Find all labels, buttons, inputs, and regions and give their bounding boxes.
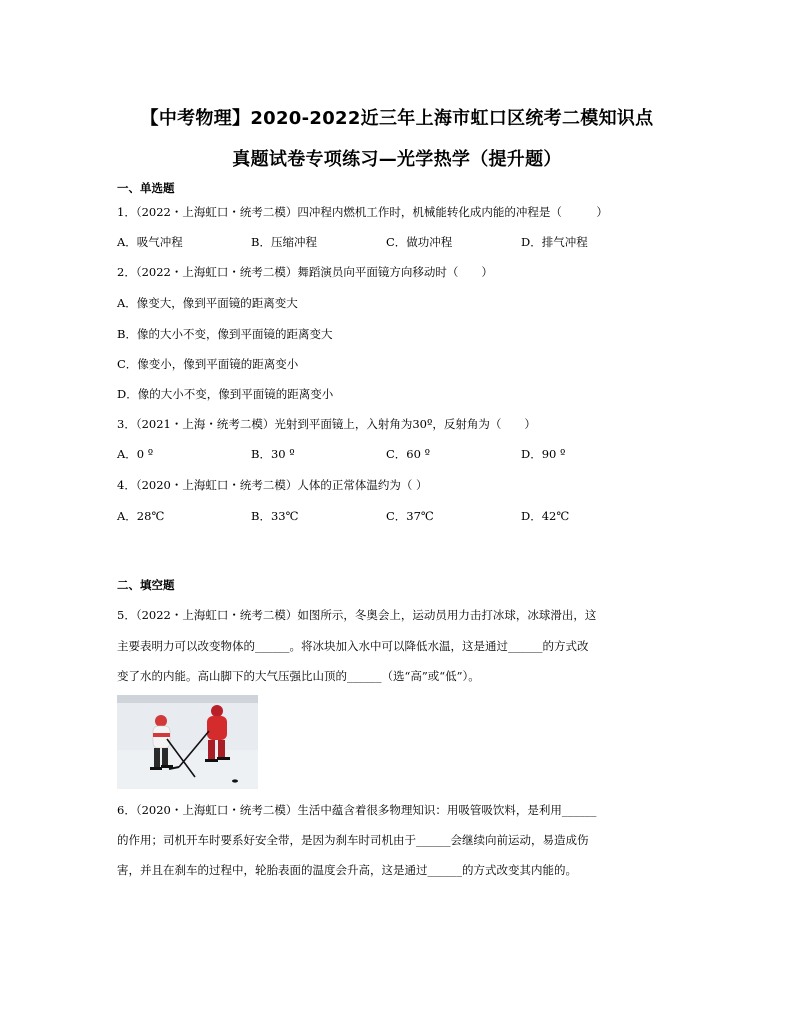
question-6-line2: 的作用；司机开车时要系好安全带，是因为刹车时司机由于______会继续向前运动，易造成伤 [117,833,589,847]
question-2-option-d: D．像的大小不变，像到平面镜的距离变小 [117,387,334,401]
question-1-option-d: D．排气冲程 [521,235,588,249]
question-5-line1: 5．（2022・上海虹口・统考二模）如图所示，冬奥会上，运动员用力击打冰球，冰球滑出，这 [117,608,597,622]
question-4-option-d: D．42℃ [521,509,570,523]
section-heading-single-choice: 一、单选题 [117,181,175,195]
ice-hockey-photo [117,695,258,789]
question-1-option-c: C．做功冲程 [386,235,453,249]
question-2-option-a: A．像变大，像到平面镜的距离变大 [117,296,298,310]
question-5-line2: 主要表明力可以改变物体的______。将冰块加入水中可以降低水温，这是通过______的方式改 [117,639,589,653]
question-5-line3: 变了水的内能。高山脚下的大气压强比山顶的______（选“高”或“低”）。 [117,669,480,683]
question-4-option-b: B．33℃ [251,509,299,523]
question-1-option-b: B．压缩冲程 [251,235,317,249]
document-title-line2: 真题试卷专项练习—光学热学（提升题） [232,149,562,170]
question-3-option-b: B．30 º [251,447,295,461]
question-3-option-d: D．90 º [521,447,566,461]
question-2-option-b: B．像的大小不变，像到平面镜的距离变大 [117,327,333,341]
section-heading-fill-blank: 二、填空题 [117,578,175,592]
question-2-stem: 2．（2022・上海虹口・统考二模）舞蹈演员向平面镜方向移动时（ ） [117,265,493,279]
question-3-option-c: C．60 º [386,447,430,461]
question-1-option-a: A．吸气冲程 [117,235,183,249]
question-6-line1: 6．（2020・上海虹口・统考二模）生活中蕴含着很多物理知识：用吸管吸饮料，是利用______ [117,803,597,817]
question-1-stem: 1．（2022・上海虹口・统考二模）四冲程内燃机工作时，机械能转化成内能的冲程是（ ） [117,205,608,219]
question-3-stem: 3．（2021・上海・统考二模）光射到平面镜上，入射角为30º，反射角为（ ） [117,417,536,431]
question-4-option-c: C．37℃ [386,509,434,523]
document-title-line1: 【中考物理】2020-2022近三年上海市虹口区统考二模知识点 [140,108,654,129]
question-3-option-a: A．0 º [117,447,154,461]
question-2-option-c: C．像变小，像到平面镜的距离变小 [117,357,299,371]
question-4-stem: 4．（2020・上海虹口・统考二模）人体的正常体温约为（ ） [117,478,428,492]
question-4-option-a: A．28℃ [117,509,165,523]
question-6-line3: 害，并且在刹车的过程中，轮胎表面的温度会升高，这是通过______的方式改变其内能的。 [117,863,577,877]
